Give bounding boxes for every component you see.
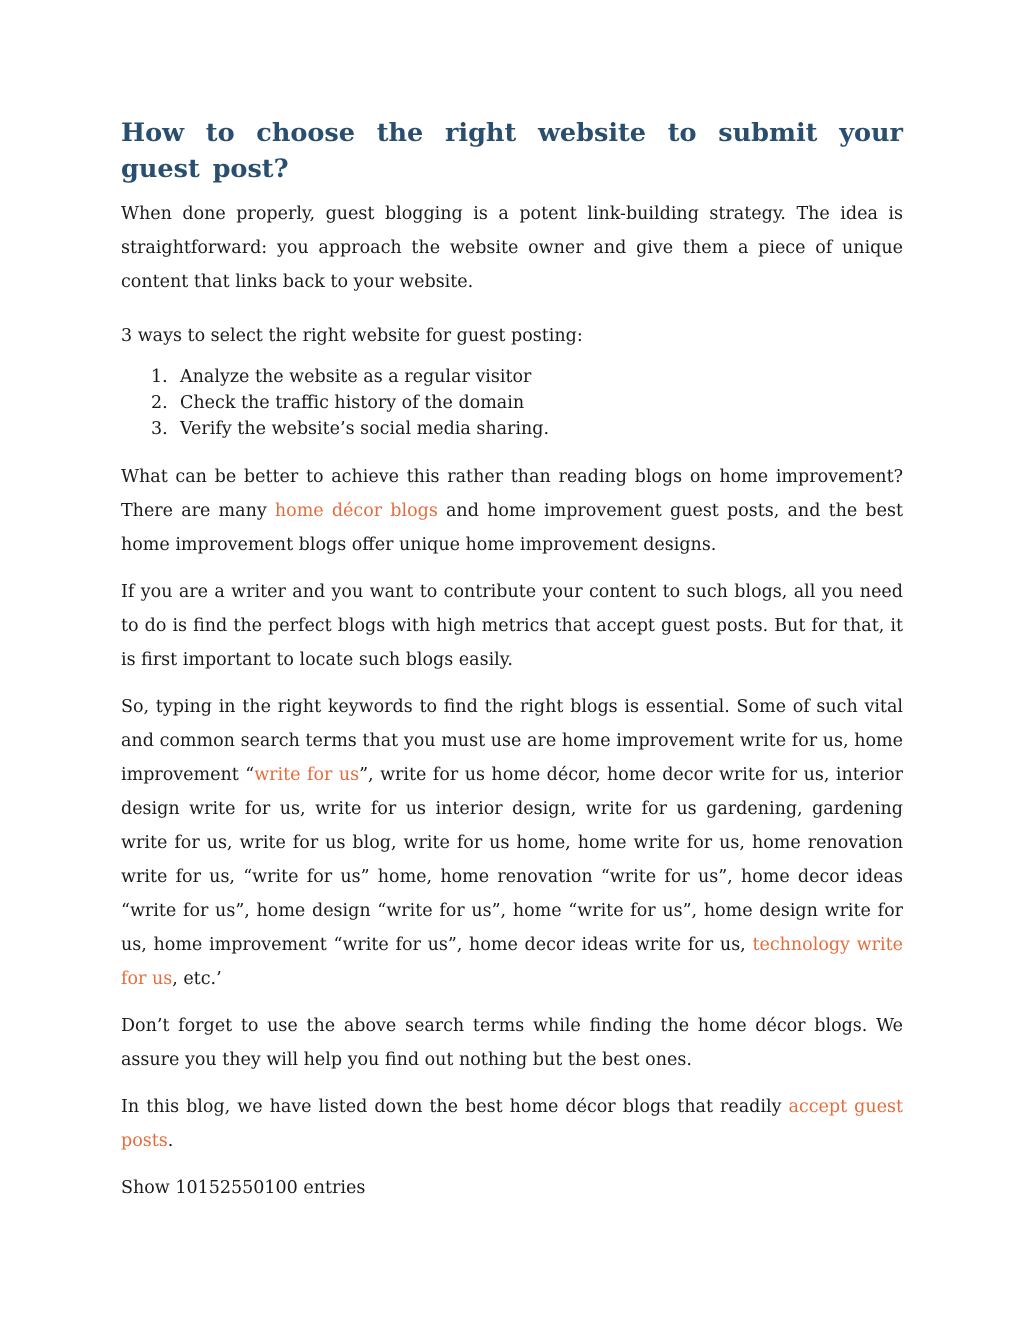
paragraph-text: In this blog, we have listed down the best home décor blogs that readily (121, 1097, 789, 1117)
write-for-us-link[interactable]: write for us (254, 765, 360, 785)
paragraph-text: ”, write for us home décor, home decor write for us, interior design write for us, write for us interior design, write for us gardening, gardening write for us, write for us blog, write for us home, home write for us, home renovation write for us, “write for us” home, home renovation “write for us”, home decor ideas “write for us”, home design “write for us”, home “write for us”, home design write for us, home improvement “write for us”, home decor ideas write for us, (121, 765, 903, 955)
list-item-text: Analyze the website as a regular visitor (180, 367, 532, 387)
document-page (121, 115, 903, 1218)
paragraph-text: So, typing in the right keywords to find the right blogs is essential. Some of such vital and common search terms that you must use are home improvement write for us, home improvement “ (121, 697, 903, 785)
home-decor-blogs-link[interactable]: home décor blogs (274, 501, 438, 521)
blog-list-paragraph (121, 1090, 903, 1158)
home-improvement-paragraph (121, 460, 903, 562)
paragraph-text: What can be better to achieve this rather than reading blogs on home improvement? There are many (121, 467, 903, 521)
list-item-number: 1. (151, 367, 168, 387)
paragraph-text: and home improvement guest posts, and the best home improvement blogs offer unique home improvement designs. (121, 501, 903, 555)
intro-paragraph: When done properly, guest blogging is a potent link-building strategy. The idea is straightforward: you approach the website owner and give them a piece of unique content that links back to your website. (121, 204, 903, 292)
paragraph-text: . (167, 1131, 174, 1151)
search-terms-paragraph: Don’t forget to use the above search terms while finding the home décor blogs. We assure you they will help you find out nothing but the best ones. (121, 1016, 903, 1070)
technology-write-for-us-link[interactable]: technology write for us (121, 935, 903, 989)
list-item (121, 390, 903, 416)
list-item (121, 416, 903, 442)
list-item-number: 2. (151, 393, 168, 413)
list-item-number: 3. (151, 419, 168, 439)
list-item-text: Verify the website’s social media sharing. (180, 419, 550, 439)
page-title: How to choose the right website to submit your guest post? (121, 118, 903, 184)
list-item (121, 364, 903, 390)
paragraph-text: , etc.’ (172, 969, 222, 989)
list-item-text: Check the traffic history of the domain (180, 393, 525, 413)
writer-paragraph: If you are a writer and you want to contribute your content to such blogs, all you need to do is find the perfect blogs with high metrics that accept guest posts. But for that, it is first important to locate such blogs easily. (121, 582, 903, 670)
list-intro-paragraph: 3 ways to select the right website for guest posting: (121, 326, 583, 346)
entries-text: Show 10152550100 entries (121, 1178, 366, 1198)
ways-list (121, 364, 903, 442)
keywords-paragraph (121, 690, 903, 996)
accept-guest-posts-link[interactable]: accept guest posts (121, 1097, 903, 1151)
